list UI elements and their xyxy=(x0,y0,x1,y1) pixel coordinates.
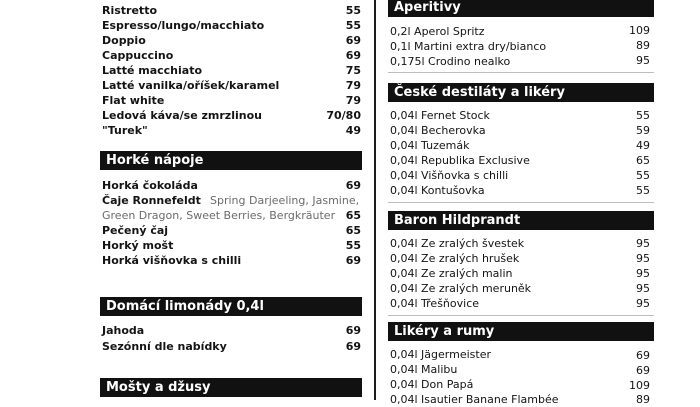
menu-item-price: 59 xyxy=(636,124,650,137)
menu-item-name: 0,04l Třešňovice xyxy=(390,297,480,310)
menu-item-name: 0,04l Ze zralých švestek xyxy=(390,237,525,250)
section-header-likery-a-rumy: Likéry a rumy xyxy=(388,322,654,341)
menu-item-name: Ledová káva/se zmrzlinou xyxy=(102,109,262,122)
menu-item-price: 69 xyxy=(345,49,361,62)
menu-item-name: 0,175l Crodino nealko xyxy=(390,55,511,68)
menu-item-price: 69 xyxy=(345,34,361,47)
menu-item-name: Latté vanilka/oříšek/karamel xyxy=(102,79,280,92)
menu-item-name: Čaje Ronnefeldt xyxy=(102,194,201,207)
section-rule xyxy=(388,202,654,203)
menu-item-name: Sezónní dle nabídky xyxy=(102,340,227,353)
menu-item-name: 0,2l Aperol Spritz xyxy=(390,25,485,38)
menu-item-price: 79 xyxy=(345,79,361,92)
menu-item-price: 75 xyxy=(345,64,361,77)
menu-item-name: Horká čokoláda xyxy=(102,179,198,192)
menu-item-name: 0,04l Republika Exclusive xyxy=(390,154,530,167)
menu-item-name: 0,04l Ze zralých meruněk xyxy=(390,282,532,295)
menu-item-price: 95 xyxy=(636,297,650,310)
menu-item-name: Ristretto xyxy=(102,4,158,17)
menu-item-name: "Turek" xyxy=(102,124,148,137)
menu-item-price: 69 xyxy=(636,364,650,377)
menu-item-price: 69 xyxy=(345,340,361,353)
section-header-hot-drinks: Horké nápoje xyxy=(100,151,362,170)
tea-varieties: Spring Darjeeling, Jasmine, xyxy=(210,194,360,207)
menu-item-name: 0,04l Tuzemák xyxy=(390,139,470,152)
tea-varieties: Green Dragon, Sweet Berries, Bergkräuter xyxy=(102,209,336,222)
menu-item-name: 0,04l Višňovka s chilli xyxy=(390,169,509,182)
menu-item-price: 95 xyxy=(636,54,650,67)
menu-item-price: 55 xyxy=(636,184,650,197)
menu-item-price: 95 xyxy=(636,282,650,295)
menu-item-price: 55 xyxy=(636,109,650,122)
menu-item-price: 65 xyxy=(636,154,650,167)
menu-item-price: 95 xyxy=(636,252,650,265)
menu-item-name: 0,04l Ze zralých hrušek xyxy=(390,252,520,265)
section-rule xyxy=(388,72,654,73)
section-header-aperitivy: Aperitivy xyxy=(388,0,654,17)
menu-item-name: Cappuccino xyxy=(102,49,174,62)
menu-item-name: 0,04l Fernet Stock xyxy=(390,109,490,122)
menu-item-price: 65 xyxy=(345,209,361,222)
menu-item-name: Pečený čaj xyxy=(102,224,169,237)
menu-item-name: 0,04l Isautier Banane Flambée xyxy=(390,393,559,406)
menu-item-name: 0,04l Jägermeister xyxy=(390,348,491,361)
menu-item-name: 0,04l Kontušovka xyxy=(390,184,485,197)
menu-item-price: 70/80 xyxy=(326,109,361,122)
section-header-baron-hildprandt: Baron Hildprandt xyxy=(388,211,654,230)
menu-item-name: 0,04l Malibu xyxy=(390,363,458,376)
menu-item-price: 69 xyxy=(345,254,361,267)
menu-item-name: Flat white xyxy=(102,94,165,107)
menu-item-price: 89 xyxy=(636,393,650,406)
menu-item-price: 69 xyxy=(345,179,361,192)
menu-item-price: 49 xyxy=(345,124,361,137)
menu-item-price: 69 xyxy=(345,324,361,337)
menu-item-price: 55 xyxy=(345,19,361,32)
menu-item-name: Horký mošt xyxy=(102,239,174,252)
menu-item-name: Jahoda xyxy=(102,324,145,337)
menu-item-name: 0,04l Ze zralých malin xyxy=(390,267,513,280)
menu-item-name: 0,04l Don Papá xyxy=(390,378,474,391)
section-rule xyxy=(388,315,654,316)
menu-item-price: 95 xyxy=(636,267,650,280)
menu-item-price: 95 xyxy=(636,237,650,250)
menu-item-price: 69 xyxy=(636,349,650,362)
menu-item-price: 79 xyxy=(345,94,361,107)
menu-item-price: 55 xyxy=(345,4,361,17)
menu-item-name: Doppio xyxy=(102,34,146,47)
menu-item-price: 89 xyxy=(636,39,650,52)
column-divider xyxy=(374,0,376,400)
menu-item-price: 65 xyxy=(345,224,361,237)
menu-item-price: 55 xyxy=(345,239,361,252)
menu-item-price: 109 xyxy=(629,24,650,37)
menu-item-name: Latté macchiato xyxy=(102,64,203,77)
section-header-lemonades: Domácí limonády 0,4l xyxy=(100,297,362,316)
section-header-ceske-destilaty: České destiláty a likéry xyxy=(388,83,654,102)
menu-item-name: Horká višňovka s chilli xyxy=(102,254,242,267)
menu-item-price: 55 xyxy=(636,169,650,182)
menu-item-price: 49 xyxy=(636,139,650,152)
section-header-juices: Mošty a džusy xyxy=(100,378,362,397)
menu-item-name: 0,04l Becherovka xyxy=(390,124,486,137)
menu-item-name: Espresso/lungo/macchiato xyxy=(102,19,265,32)
menu-item-price: 109 xyxy=(629,379,650,392)
menu-item-name: 0,1l Martini extra dry/bianco xyxy=(390,40,547,53)
